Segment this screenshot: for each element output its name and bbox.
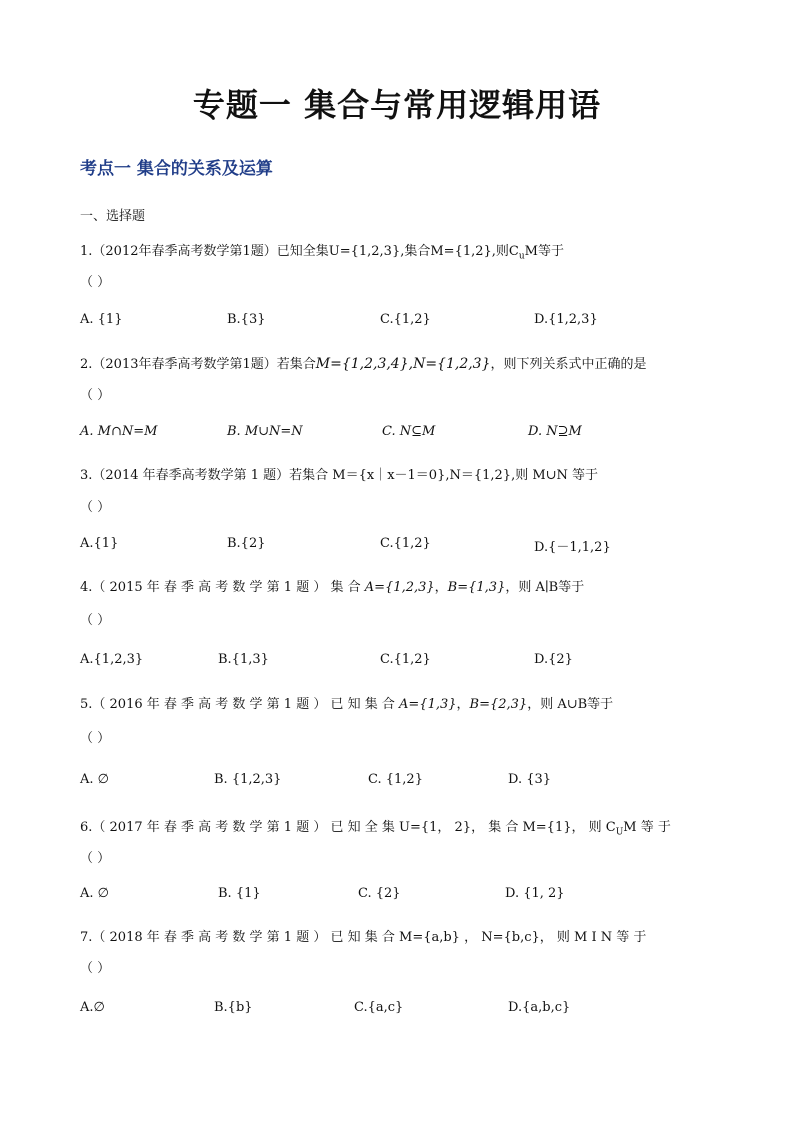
option-c: C. N⊆M [382,424,436,439]
question-4 [80,578,720,598]
question-6 [80,818,720,843]
subsection-heading: 一、选择题 [80,209,146,224]
options-row [80,886,720,908]
page-title: 专题一 集合与常用逻辑用语 [192,86,602,124]
answer-paren: （ ） [80,388,111,403]
option-d: D.{a,b,c} [508,1000,571,1015]
option-c: C.{1,2} [380,312,431,327]
option-a: A.∅ [80,1000,105,1015]
answer-paren: （ ） [80,961,111,976]
option-c: C. {1,2} [368,772,423,787]
question-stem: 5.（ 2016 年 春 季 高 考 数 学 第 1 题 ） 已 知 集 合 A={1,3}，B={2,3}，则 A∪B等于 [80,697,614,712]
question-5 [80,695,720,715]
answer-paren: （ ） [80,731,111,746]
option-a: A.{1,2,3} [80,652,144,667]
option-a: A. {1} [80,312,123,327]
question-2 [80,354,720,375]
question-stem: 3.（2014 年春季高考数学第 1 题）若集合 M＝{x｜x－1＝0},N＝{1,2},则 M∪N 等于 [80,468,599,483]
question-stem: 4.（ 2015 年 春 季 高 考 数 学 第 1 题 ） 集 合 A={1,2,3}，B={1,3}，则 A∣B等于 [80,580,585,595]
section-heading: 考点一 集合的关系及运算 [80,159,273,179]
option-a: A.{1} [80,536,119,551]
option-b: B.{b} [214,1000,253,1015]
question-stem: 7.（ 2018 年 春 季 高 考 数 学 第 1 题 ） 已 知 集 合 M={a,b} ， N={b,c}， 则 M I N 等 于 [80,930,647,945]
option-a: A. M∩N=M [80,424,158,439]
question-7 [80,928,720,948]
options-row [80,1000,720,1022]
options-row [80,424,720,446]
option-c: C. {2} [358,886,401,901]
answer-paren: （ ） [80,613,111,628]
answer-paren: （ ） [80,851,111,866]
question-stem: 2.（2013年春季高考数学第1题）若集合M={1,2,3,4},N={1,2,3}，则下列关系式中正确的是 [80,356,647,372]
answer-paren: （ ） [80,500,111,515]
option-b: B.{1,3} [218,652,269,667]
option-c: C.{1,2} [380,536,431,551]
option-b: B. M∪N=N [227,424,303,439]
option-d: D. {3} [508,772,552,787]
option-d: D.{－1,1,2} [534,540,611,555]
option-a: A. ∅ [80,772,109,787]
option-d: D.{2} [534,652,573,667]
option-d: D. {1, 2} [505,886,565,901]
question-stem: 6.（ 2017 年 春 季 高 考 数 学 第 1 题 ） 已 知 全 集 U={1， 2}， 集 合 M={1}， 则 $C_UM$ 等 于 [80,820,671,838]
question-3 [80,466,720,486]
option-c: C.{1,2} [380,652,431,667]
option-b: B.{3} [227,312,266,327]
option-d: D.{1,2,3} [534,312,598,327]
option-a: A. ∅ [80,886,109,901]
question-stem: 1.（2012年春季高考数学第1题）已知全集U={1,2,3},集合M={1,2},则$C_uM$等于 [80,244,564,262]
answer-paren: （ ） [80,275,111,290]
option-d: D. N⊇M [528,424,582,439]
options-row [80,652,720,674]
options-row [80,772,720,794]
option-b: B.{2} [227,536,266,551]
option-b: B. {1,2,3} [214,772,282,787]
options-row [80,312,720,334]
question-1 [80,242,720,267]
option-b: B. {1} [218,886,261,901]
option-c: C.{a,c} [354,1000,404,1015]
options-row [80,536,720,558]
